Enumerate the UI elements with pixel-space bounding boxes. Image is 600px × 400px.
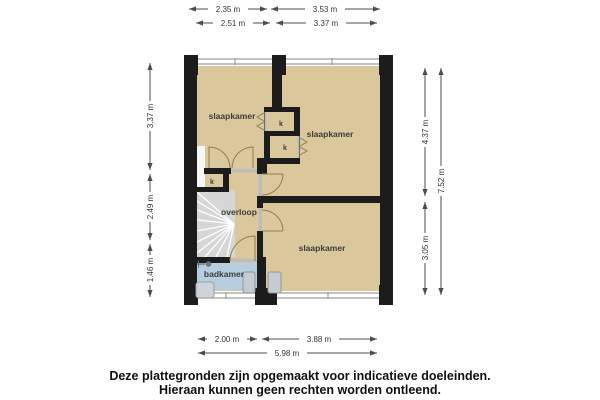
svg-text:3.05 m: 3.05 m <box>421 235 430 261</box>
dim-bottom-section-2 <box>262 335 377 344</box>
wall-left <box>184 55 197 305</box>
disclaimer-line-2: Hieraan kunnen geen rechten worden ontleend. <box>159 383 441 397</box>
shower-tray <box>196 282 214 298</box>
dim-top-outer-1 <box>189 5 267 14</box>
wall-bathroom-right <box>257 257 266 290</box>
svg-text:3.88 m: 3.88 m <box>306 335 332 344</box>
dim-top-outer-2 <box>271 5 380 14</box>
svg-text:3.37 m: 3.37 m <box>146 103 155 129</box>
wall-bedroom-divider <box>272 64 282 109</box>
wall-closet-landing-bottom <box>197 187 229 192</box>
dim-left-2 <box>146 174 155 240</box>
pillar-bottom-right <box>379 285 393 305</box>
window-bottom-right <box>277 291 379 300</box>
wall-bathroom-top <box>197 257 230 263</box>
dim-right-total <box>437 68 446 295</box>
label-bathroom: badkamer <box>203 269 245 279</box>
wall-bridge <box>257 158 267 174</box>
label-closet-landing: k <box>210 179 214 186</box>
radiator-bathroom <box>243 272 255 293</box>
disclaimer-line-1: Deze plattegronden zijn opgemaakt voor indicatieve doeleinden. <box>109 369 491 383</box>
svg-text:3.53 m: 3.53 m <box>312 5 338 14</box>
label-closet-top: k <box>279 121 283 128</box>
window-top-left <box>198 57 272 66</box>
radiator-bedroom <box>268 272 281 293</box>
dim-right-section-2 <box>421 202 430 295</box>
dim-left-1 <box>146 63 155 170</box>
svg-text:7.52 m: 7.52 m <box>437 168 446 194</box>
label-landing: overloop <box>221 207 257 217</box>
pillar-top-right <box>379 55 393 75</box>
dim-bottom-total <box>198 349 377 358</box>
dim-bottom-section-1 <box>198 335 257 344</box>
wall-right <box>380 55 393 305</box>
disclaimer <box>109 369 490 397</box>
pillar-top-left <box>184 55 198 75</box>
svg-text:4.37 m: 4.37 m <box>421 119 430 145</box>
svg-text:2.00 m: 2.00 m <box>214 335 240 344</box>
label-bedroom-top-left: slaapkamer <box>208 111 256 121</box>
window-top-right <box>286 57 379 66</box>
dim-top-inner-1 <box>196 19 270 28</box>
dim-left-3 <box>146 244 155 297</box>
dim-top-inner-2 <box>276 19 377 28</box>
label-closet-mid: k <box>283 145 287 152</box>
svg-text:2.49 m: 2.49 m <box>146 194 155 220</box>
wall-bedroom-bottom-top <box>257 196 393 203</box>
svg-text:5.98 m: 5.98 m <box>274 349 300 358</box>
label-bedroom-bottom: slaapkamer <box>298 243 346 253</box>
dim-right-section-1 <box>421 68 430 196</box>
svg-text:1.46 m: 1.46 m <box>146 257 155 283</box>
svg-text:2.51 m: 2.51 m <box>220 19 246 28</box>
svg-text:2.35 m: 2.35 m <box>215 5 241 14</box>
label-bedroom-top-right: slaapkamer <box>306 129 354 139</box>
stairwell-void <box>197 146 205 190</box>
svg-text:3.37 m: 3.37 m <box>313 19 339 28</box>
